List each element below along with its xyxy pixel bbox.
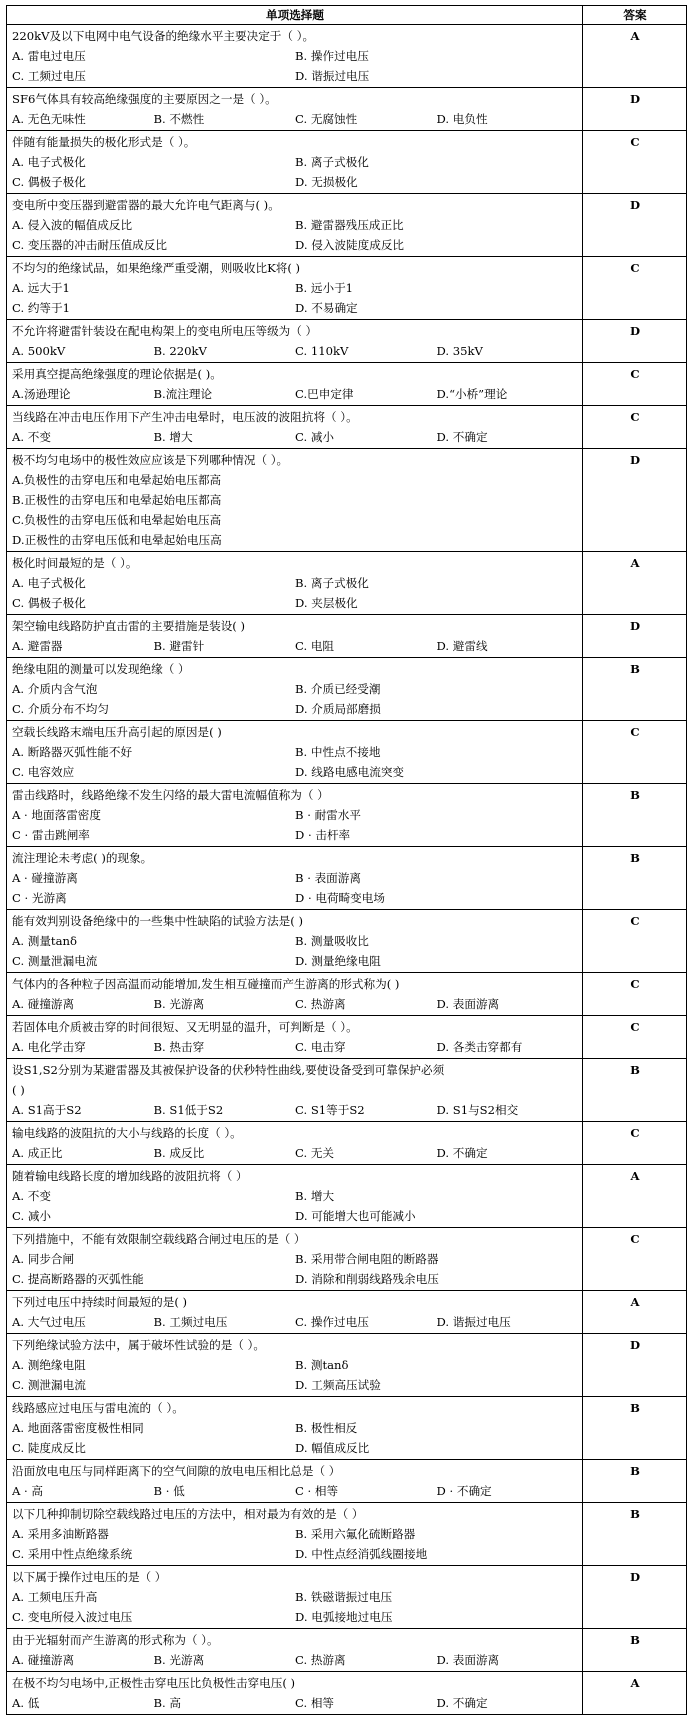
option-b: B.流注理论 (153, 387, 213, 401)
option-c: C. 减小 (295, 430, 335, 444)
option-c: C. 介质分布不均匀 (12, 702, 109, 716)
option-a: A. 无色无味性 (12, 112, 86, 126)
option-d: D. 中性点经消弧线圈接地 (295, 1547, 428, 1561)
question-row (7, 406, 687, 449)
option-b: B. 增大 (295, 1189, 335, 1203)
question-cell (7, 88, 583, 131)
option-a: A · 高 (12, 1484, 44, 1498)
answer-cell: B (583, 1503, 687, 1566)
question-text: 流注理论未考虑( )的现象。 (12, 851, 153, 865)
option-c: C. 操作过电压 (295, 1315, 369, 1329)
option-d: D. 可能增大也可能减小 (295, 1209, 416, 1223)
question-row (7, 194, 687, 257)
option-list (12, 470, 578, 550)
question-row (7, 257, 687, 320)
option-d: D. 谐振过电压 (295, 69, 370, 83)
answer-cell: B (583, 1397, 687, 1460)
option-d: D. 不确定 (436, 1146, 488, 1160)
option-a: A. 工频电压升高 (12, 1590, 98, 1604)
question-cell (7, 363, 583, 406)
question-row (7, 1016, 687, 1059)
option-c: C. 工频过电压 (12, 69, 86, 83)
answer-column-header: 答案 (583, 6, 687, 25)
option-a: A. 不变 (12, 1189, 51, 1203)
answer-cell: D (583, 615, 687, 658)
option-c: C.巴申定律 (295, 387, 354, 401)
answer-cell: A (583, 25, 687, 88)
question-text: 设S1,S2分别为某避雷器及其被保护设备的伏秒特性曲线,要使设备受到可靠保护必须 (12, 1063, 445, 1077)
answer-cell: A (583, 1291, 687, 1334)
question-cell (7, 449, 583, 552)
question-row (7, 88, 687, 131)
option-list (12, 341, 578, 361)
option-c: C. 偶极子极化 (12, 596, 86, 610)
option-b: B · 表面游离 (295, 871, 361, 885)
option-a: A. 避雷器 (12, 639, 63, 653)
question-cell (7, 1460, 583, 1503)
question-text: 在极不均匀电场中,正极性击穿电压比负极性击穿电压( ) (12, 1676, 296, 1690)
option-b: B. 增大 (153, 430, 193, 444)
option-list (12, 152, 578, 192)
question-sheet (6, 5, 686, 1715)
question-cell (7, 1672, 583, 1715)
question-row (7, 25, 687, 88)
option-c: C. 采用中性点绝缘系统 (12, 1547, 133, 1561)
answer-cell: C (583, 721, 687, 784)
question-cell (7, 320, 583, 363)
option-list (12, 805, 578, 845)
question-text: 绝缘电阻的测量可以发现绝缘（ ） (12, 662, 190, 676)
question-cell (7, 552, 583, 615)
option-a: A. 雷电过电压 (12, 49, 86, 63)
question-text: 线路感应过电压与雷电流的（ ）。 (12, 1401, 184, 1415)
option-list (12, 994, 578, 1014)
question-cell (7, 847, 583, 910)
question-text: 采用真空提高绝缘强度的理论依据是( )。 (12, 367, 222, 381)
option-list (12, 278, 578, 318)
option-list (12, 1186, 578, 1226)
option-c: C. 无关 (295, 1146, 335, 1160)
option-c: C. 变压器的冲击耐压值成反比 (12, 238, 167, 252)
option-b: B. 离子式极化 (295, 155, 369, 169)
question-row (7, 320, 687, 363)
question-row (7, 1672, 687, 1715)
answer-cell: B (583, 1629, 687, 1672)
question-text: 以下属于操作过电压的是（ ） (12, 1570, 167, 1584)
question-row (7, 363, 687, 406)
question-row (7, 721, 687, 784)
option-b: B. 极性相反 (295, 1421, 358, 1435)
answer-cell: C (583, 406, 687, 449)
option-b: B. 避雷器残压成正比 (295, 218, 404, 232)
option-b: B. 成反比 (153, 1146, 205, 1160)
question-cell (7, 1566, 583, 1629)
option-list (12, 215, 578, 255)
question-text: 伴随有能量损失的极化形式是（ ）。 (12, 135, 196, 149)
option-c: C. 无腐蚀性 (295, 112, 358, 126)
question-row (7, 1460, 687, 1503)
answer-cell: D (583, 449, 687, 552)
option-b: B · 低 (153, 1484, 185, 1498)
option-a: A. 远大于1 (12, 281, 70, 295)
question-text: 不允许将避雷针装设在配电构架上的变电所电压等级为（ ） (12, 324, 318, 338)
option-c: C · 相等 (295, 1484, 339, 1498)
option-c: C. 热游离 (295, 997, 346, 1011)
option-list (12, 636, 578, 656)
option-list (12, 1418, 578, 1458)
question-text-continued: ( ) (12, 1083, 25, 1097)
option-a: A. 大气过电压 (12, 1315, 86, 1329)
answer-cell: D (583, 320, 687, 363)
question-row (7, 1397, 687, 1460)
option-list (12, 573, 578, 613)
question-text: 能有效判别设备绝缘中的一些集中性缺陷的试验方法是( ) (12, 914, 303, 928)
option-a: A. 碰撞游离 (12, 1653, 75, 1667)
option-b: B. 采用带合闸电阻的断路器 (295, 1252, 439, 1266)
question-table (6, 5, 687, 1715)
answer-cell: B (583, 658, 687, 721)
question-text: 雷击线路时，线路绝缘不发生闪络的最大雷电流幅值称为（ ） (12, 788, 329, 802)
question-cell (7, 1228, 583, 1291)
option-b: B.正极性的击穿电压和电晕起始电压都高 (12, 493, 222, 507)
question-cell (7, 615, 583, 658)
option-list (12, 427, 578, 447)
question-row (7, 131, 687, 194)
option-a: A. 电化学击穿 (12, 1040, 86, 1054)
option-d: D. 电弧接地过电压 (295, 1610, 393, 1624)
option-list (12, 1037, 578, 1057)
option-d: D. 不确定 (436, 1696, 488, 1710)
option-list (12, 1693, 578, 1713)
question-text: 输电线路的波阻抗的大小与线路的长度（ ）。 (12, 1126, 242, 1140)
option-b: B. 高 (153, 1696, 181, 1710)
question-cell (7, 973, 583, 1016)
question-cell (7, 1397, 583, 1460)
option-a: A. 电子式极化 (12, 576, 86, 590)
option-d: D. 消除和削弱线路残余电压 (295, 1272, 439, 1286)
question-cell (7, 784, 583, 847)
question-column-header: 单项选择题 (7, 6, 583, 25)
option-a: A. 测量tanδ (12, 934, 77, 948)
question-cell (7, 721, 583, 784)
question-text: SF6气体具有较高绝缘强度的主要原因之一是（ ）。 (12, 92, 277, 106)
answer-cell: C (583, 973, 687, 1016)
question-cell (7, 1503, 583, 1566)
header-row (7, 6, 687, 25)
option-d: D. 谐振过电压 (436, 1315, 511, 1329)
option-b: B. 离子式极化 (295, 576, 369, 590)
option-a: A.汤逊理论 (12, 387, 71, 401)
option-list (12, 46, 578, 86)
question-row (7, 449, 687, 552)
option-list (12, 1481, 578, 1501)
option-d: D · 击杆率 (295, 828, 351, 842)
question-cell (7, 1016, 583, 1059)
option-c: C. 110kV (295, 344, 349, 358)
answer-cell: C (583, 257, 687, 320)
option-a: A. 采用多油断路器 (12, 1527, 109, 1541)
option-c: C. 提高断路器的灭弧性能 (12, 1272, 144, 1286)
option-list (12, 931, 578, 971)
option-list (12, 1249, 578, 1289)
question-cell (7, 1291, 583, 1334)
option-b: B. 远小于1 (295, 281, 354, 295)
question-text: 极化时间最短的是（ ）。 (12, 556, 138, 570)
question-cell (7, 1059, 583, 1122)
question-text: 若固体电介质被击穿的时间很短、又无明显的温升，可判断是（ ）。 (12, 1020, 358, 1034)
answer-cell: A (583, 1165, 687, 1228)
option-a: A · 地面落雷密度 (12, 808, 101, 822)
option-a: A. 低 (12, 1696, 40, 1710)
option-d: D. 介质局部磨损 (295, 702, 381, 716)
question-row (7, 1291, 687, 1334)
option-a: A. 500kV (12, 344, 66, 358)
question-cell (7, 1122, 583, 1165)
option-list (12, 742, 578, 782)
option-list (12, 1587, 578, 1627)
option-b: B. 光游离 (153, 1653, 205, 1667)
option-d: D. S1与S2相交 (436, 1103, 519, 1117)
option-c: C. 测量泄漏电流 (12, 954, 98, 968)
option-d: D. 侵入波陡度成反比 (295, 238, 405, 252)
question-cell (7, 131, 583, 194)
answer-cell: B (583, 784, 687, 847)
option-c: C. 电击穿 (295, 1040, 346, 1054)
option-b: B. 铁磁谐振过电压 (295, 1590, 393, 1604)
option-c: C. 约等于1 (12, 301, 70, 315)
answer-cell: D (583, 194, 687, 257)
option-d: D. 工频高压试验 (295, 1378, 381, 1392)
question-text: 架空输电线路防护直击雷的主要措施是装设( ) (12, 619, 246, 633)
option-list (12, 679, 578, 719)
option-d: D. 表面游离 (436, 997, 500, 1011)
option-d: D. 不确定 (436, 430, 488, 444)
question-row (7, 1059, 687, 1122)
question-row (7, 973, 687, 1016)
option-a: A. 地面落雷密度极性相同 (12, 1421, 144, 1435)
option-a: A. 不变 (12, 430, 51, 444)
answer-cell: A (583, 552, 687, 615)
option-d: D.正极性的击穿电压低和电晕起始电压高 (12, 533, 222, 547)
option-list (12, 1312, 578, 1332)
option-list (12, 384, 578, 404)
option-d: D · 电荷畸变电场 (295, 891, 385, 905)
question-text: 变电所中变压器到避雷器的最大允许电气距离与( )。 (12, 198, 280, 212)
option-d: D. 幅值成反比 (295, 1441, 370, 1455)
option-a: A. S1高于S2 (12, 1103, 82, 1117)
question-cell (7, 1334, 583, 1397)
question-row (7, 552, 687, 615)
question-text: 随着输电线路长度的增加线路的波阻抗将（ ） (12, 1169, 248, 1183)
option-c: C. 偶极子极化 (12, 175, 86, 189)
question-text: 220kV及以下电网中电气设备的绝缘水平主要决定于（ ）。 (12, 29, 315, 43)
question-row (7, 658, 687, 721)
option-c: C. 电阻 (295, 639, 335, 653)
option-a: A. 同步合闸 (12, 1252, 75, 1266)
option-c: C. 相等 (295, 1696, 335, 1710)
answer-cell: C (583, 1228, 687, 1291)
question-cell (7, 25, 583, 88)
option-c: C.负极性的击穿电压低和电晕起始电压高 (12, 513, 222, 527)
question-text: 下列过电压中持续时间最短的是( ) (12, 1295, 188, 1309)
question-cell (7, 658, 583, 721)
option-b: B. 光游离 (153, 997, 205, 1011)
option-c: C. 减小 (12, 1209, 52, 1223)
option-b: B. 避雷针 (153, 639, 205, 653)
option-c: C · 雷击跳闸率 (12, 828, 90, 842)
answer-cell: C (583, 1016, 687, 1059)
option-list (12, 1355, 578, 1395)
option-c: C. 变电所侵入波过电压 (12, 1610, 133, 1624)
option-list (12, 1100, 578, 1120)
question-text: 下列绝缘试验方法中，属于破坏性试验的是（ ）。 (12, 1338, 265, 1352)
question-text: 当线路在冲击电压作用下产生冲击电晕时，电压波的波阻抗将（ ）。 (12, 410, 358, 424)
option-d: D. 线路电感电流突变 (295, 765, 405, 779)
question-cell (7, 257, 583, 320)
option-b: B. 220kV (153, 344, 207, 358)
answer-cell: B (583, 1059, 687, 1122)
question-text: 下列措施中，不能有效限制空载线路合闸过电压的是（ ） (12, 1232, 306, 1246)
question-cell (7, 1165, 583, 1228)
option-a: A. 断路器灭弧性能不好 (12, 745, 133, 759)
question-rows (7, 25, 687, 1715)
option-list (12, 1524, 578, 1564)
answer-cell: D (583, 1334, 687, 1397)
option-c: C. 陡度成反比 (12, 1441, 86, 1455)
option-d: D. 各类击穿都有 (436, 1040, 523, 1054)
option-b: B. 不燃性 (153, 112, 205, 126)
option-b: B. 中性点不接地 (295, 745, 381, 759)
option-d: D · 不确定 (436, 1484, 492, 1498)
question-row (7, 784, 687, 847)
question-row (7, 1334, 687, 1397)
question-row (7, 1629, 687, 1672)
option-a: A. 电子式极化 (12, 155, 86, 169)
option-b: B. 热击穿 (153, 1040, 205, 1054)
option-b: B. 测tanδ (295, 1358, 349, 1372)
option-d: D. 测量绝缘电阻 (295, 954, 381, 968)
question-row (7, 1228, 687, 1291)
question-row (7, 910, 687, 973)
option-c: C. 电容效应 (12, 765, 75, 779)
answer-cell: C (583, 910, 687, 973)
question-text: 气体内的各种粒子因高温而动能增加,发生相互碰撞而产生游离的形式称为( ) (12, 977, 400, 991)
option-d: D. 不易确定 (295, 301, 358, 315)
option-b: B. 操作过电压 (295, 49, 369, 63)
option-b: B. S1低于S2 (153, 1103, 224, 1117)
question-text: 以下几种抑制切除空载线路过电压的方法中，相对最为有效的是（ ） (12, 1507, 364, 1521)
answer-cell: B (583, 847, 687, 910)
option-c: C · 光游离 (12, 891, 67, 905)
option-b: B · 耐雷水平 (295, 808, 361, 822)
option-c: C. 热游离 (295, 1653, 346, 1667)
option-d: D. 夹层极化 (295, 596, 358, 610)
option-d: D. 35kV (436, 344, 483, 358)
option-c: C. S1等于S2 (295, 1103, 365, 1117)
answer-cell: A (583, 1672, 687, 1715)
option-b: B. 介质已经受潮 (295, 682, 381, 696)
answer-cell: C (583, 363, 687, 406)
option-c: C. 测泄漏电流 (12, 1378, 86, 1392)
option-list (12, 1143, 578, 1163)
option-list (12, 109, 578, 129)
option-a: A. 碰撞游离 (12, 997, 75, 1011)
option-d: D.“小桥”理论 (436, 387, 508, 401)
option-a: A · 碰撞游离 (12, 871, 78, 885)
answer-cell: C (583, 131, 687, 194)
option-a: A. 介质内含气泡 (12, 682, 98, 696)
option-a: A. 成正比 (12, 1146, 63, 1160)
option-d: D. 无损极化 (295, 175, 358, 189)
question-row (7, 1165, 687, 1228)
question-row (7, 1503, 687, 1566)
question-row (7, 1566, 687, 1629)
option-a: A.负极性的击穿电压和电晕起始电压都高 (12, 473, 222, 487)
question-cell (7, 194, 583, 257)
option-d: D. 表面游离 (436, 1653, 500, 1667)
option-d: D. 电负性 (436, 112, 488, 126)
question-row (7, 1122, 687, 1165)
answer-cell: D (583, 88, 687, 131)
question-text: 空载长线路末端电压升高引起的原因是( ) (12, 725, 222, 739)
question-row (7, 615, 687, 658)
question-text: 由于光辐射而产生游离的形式称为（ ）。 (12, 1633, 219, 1647)
question-row (7, 847, 687, 910)
question-cell (7, 406, 583, 449)
question-cell (7, 1629, 583, 1672)
option-b: B. 采用六氟化硫断路器 (295, 1527, 416, 1541)
option-list (12, 868, 578, 908)
question-text: 不均匀的绝缘试品，如果绝缘严重受潮，则吸收比K将( ) (12, 261, 301, 275)
question-cell (7, 910, 583, 973)
answer-cell: C (583, 1122, 687, 1165)
option-a: A. 测绝缘电阻 (12, 1358, 86, 1372)
option-b: B. 测量吸收比 (295, 934, 369, 948)
option-a: A. 侵入波的幅值成反比 (12, 218, 133, 232)
question-text: 沿面放电电压与同样距离下的空气间隙的放电电压相比总是（ ） (12, 1464, 341, 1478)
option-list (12, 1650, 578, 1670)
option-d: D. 避雷线 (436, 639, 488, 653)
answer-cell: B (583, 1460, 687, 1503)
answer-cell: D (583, 1566, 687, 1629)
option-b: B. 工频过电压 (153, 1315, 228, 1329)
question-text: 极不均匀电场中的极性效应应该是下列哪种情况（ ）。 (12, 453, 289, 467)
